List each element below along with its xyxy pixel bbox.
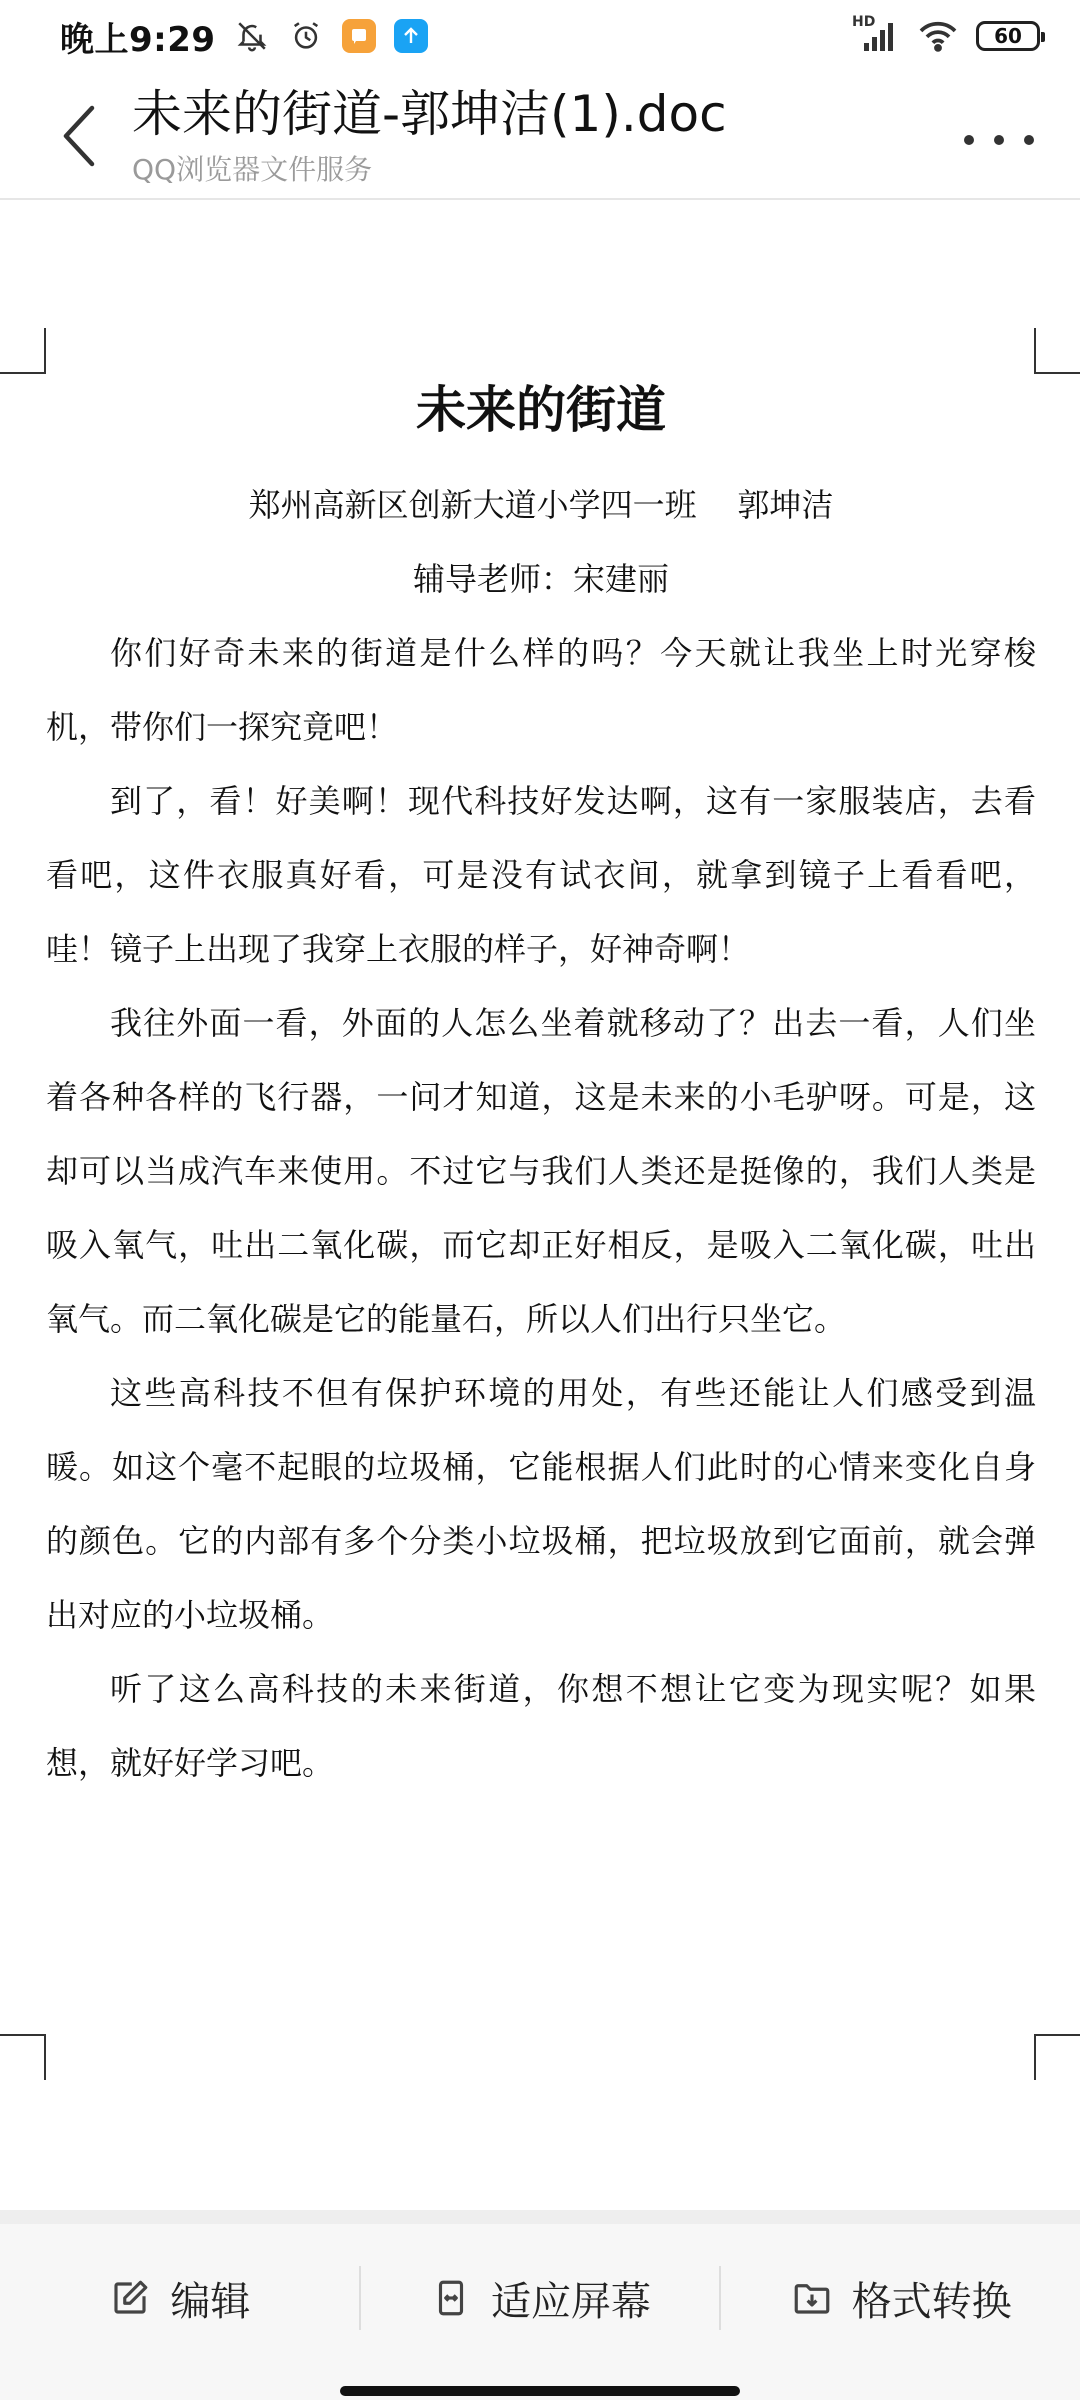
- edit-label: 编辑: [170, 2278, 251, 2325]
- paragraph: 到了，看！好美啊！现代科技好发达啊，这有一家服装店，去看看吧，这件衣服真好看，可是没有试衣间，就拿到镜子上看看吧，哇！镜子上出现了我穿上衣服的样子，好神奇啊！: [46, 782, 1036, 968]
- more-icon-dot: [1024, 135, 1034, 145]
- format-convert-button[interactable]: [719, 2266, 1080, 2330]
- fit-screen-button[interactable]: [359, 2266, 720, 2330]
- alarm-clock-icon: [288, 18, 324, 54]
- author-line: 郑州高新区创新大道小学四一班 郭坤洁: [248, 486, 834, 524]
- status-right: [852, 14, 1040, 54]
- back-icon: [60, 104, 100, 168]
- battery-icon: 60: [976, 21, 1040, 51]
- crop-mark-bottom-left: [0, 2034, 46, 2080]
- more-icon-dot: [994, 135, 1004, 145]
- document-title: 未来的街道-郭坤洁(1).doc: [132, 85, 727, 143]
- paragraph: 这些高科技不但有保护环境的用处，有些还能让人们感受到温暖。如这个毫不起眼的垃圾桶，它能根据人们此时的心情来变化自身的颜色。它的内部有多个分类小垃圾桶，把垃圾放到它面前，就会弹出对应的小垃圾桶。: [46, 1374, 1036, 1634]
- more-button[interactable]: [964, 120, 1034, 160]
- essay-title: 未来的街道: [416, 381, 666, 439]
- paragraph: 你们好奇未来的街道是什么样的吗？今天就让我坐上时光穿梭机，带你们一探究竟吧！: [46, 634, 1036, 746]
- format-convert-label: 格式转换: [851, 2278, 1012, 2325]
- paragraph: 听了这么高科技的未来街道，你想不想让它变为现实呢？如果想，就好好学习吧。: [46, 1670, 1036, 1782]
- crop-mark-bottom-right: [1034, 2034, 1080, 2080]
- home-indicator[interactable]: [340, 2386, 740, 2396]
- crop-mark-top-left: [0, 328, 46, 374]
- more-icon: [964, 135, 974, 145]
- app-notification-icon: [342, 19, 376, 53]
- upload-app-icon: [394, 19, 428, 53]
- document-source: QQ浏览器文件服务: [132, 153, 373, 186]
- status-time: 晚上9:29: [60, 19, 216, 60]
- title-block: [132, 84, 952, 188]
- network-label: HD: [852, 14, 876, 30]
- document-page[interactable]: [0, 200, 1080, 2210]
- app-header: [0, 72, 1080, 200]
- teacher-line: 辅导老师：宋建丽: [412, 560, 669, 598]
- back-button[interactable]: [50, 100, 110, 172]
- crop-mark-top-right: [1034, 328, 1080, 374]
- edit-button[interactable]: [0, 2266, 359, 2330]
- fit-screen-label: 适应屏幕: [491, 2278, 651, 2325]
- toolbar-row: [0, 2248, 1080, 2348]
- fit-screen-icon: [429, 2276, 473, 2320]
- status-bar: [0, 0, 1080, 72]
- paragraph: 我往外面一看，外面的人怎么坐着就移动了？出去一看，人们坐着各种各样的飞行器，一问才知道，这是未来的小毛驴呀。可是，这却可以当成汽车来使用。不过它与我们人类还是挺像的，我们人类是吸入氧气，吐出二氧化碳，而它却正好相反，是吸入二氧化碳，吐出氧气。而二氧化碳是它的能量石，所以人们出行只坐它。: [46, 1004, 1036, 1338]
- signal-icon: [852, 14, 900, 54]
- document-content: [46, 370, 1036, 1800]
- format-convert-icon: [790, 2276, 834, 2320]
- edit-icon: [108, 2276, 152, 2320]
- status-left: [60, 12, 428, 61]
- wifi-icon: [916, 18, 960, 54]
- bell-off-icon: [234, 18, 270, 54]
- bottom-toolbar: [0, 2210, 1080, 2400]
